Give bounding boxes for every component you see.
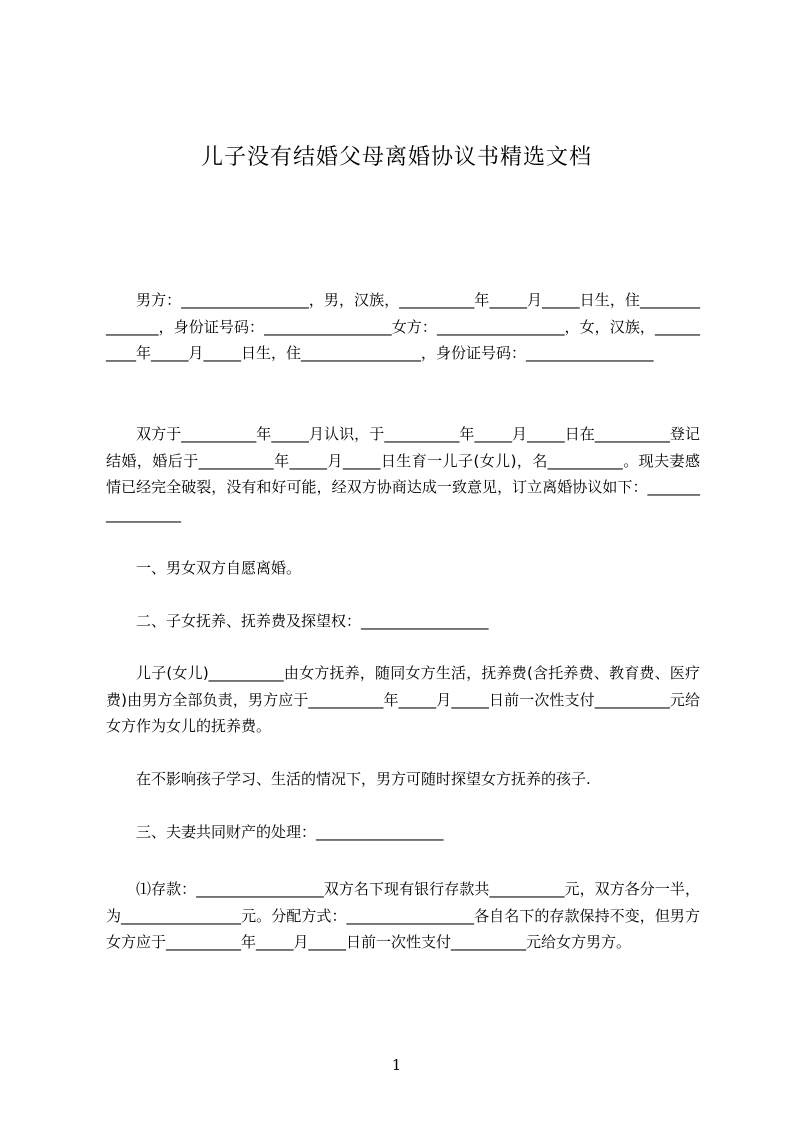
document-title: 儿子没有结婚父母离婚协议书精选文档 [200,145,592,170]
clause-2-heading: 二、子女抚养、抚养费及探望权：_________________ [136,612,489,630]
child-support-paragraph: 儿子(女儿)__________由女方抚养，随同女方生活，抚养费(含托养费、教育费、医疗费)由男方全部负责，男方应于__________年_____月_____日前一次性支付__________元给女方作为女儿的抚养费。 [106,664,700,735]
visitation-paragraph: 在不影响孩子学习、生活的情况下，男方可随时探望女方抚养的孩子. [136,770,591,788]
page-number: 1 [391,1056,402,1074]
parties-paragraph: 男方：_________________，男，汉族，__________年_____月_____日生，住_______________，身份证号码：_________________女方：_________________，女，汉族，__________年_____月_____日生，住________________，身份证号码：_________________ [106,291,700,362]
marriage-paragraph: 双方于__________年_____月认识，于__________年_____月_____日在__________登记结婚，婚后于__________年_____月_____日生育一儿子(女儿)，名__________。现夫妻感情已经完全破裂，没有和好可能，经双方协商达成一致意见，订立离婚协议如下：_________________ [106,425,700,523]
savings-paragraph: ⑴存款：_________________双方名下现有银行存款共__________元，双方各分一半，为________________元。分配方式：_________________各自名下的存款保持不变，但男方女方应于__________年_____月_____日前一次性支付__________元给女方男方。 [106,880,700,951]
clause-1-heading: 一、男女双方自愿离婚。 [136,559,302,577]
clause-3-heading: 三、夫妻共同财产的处理：_________________ [136,823,444,841]
